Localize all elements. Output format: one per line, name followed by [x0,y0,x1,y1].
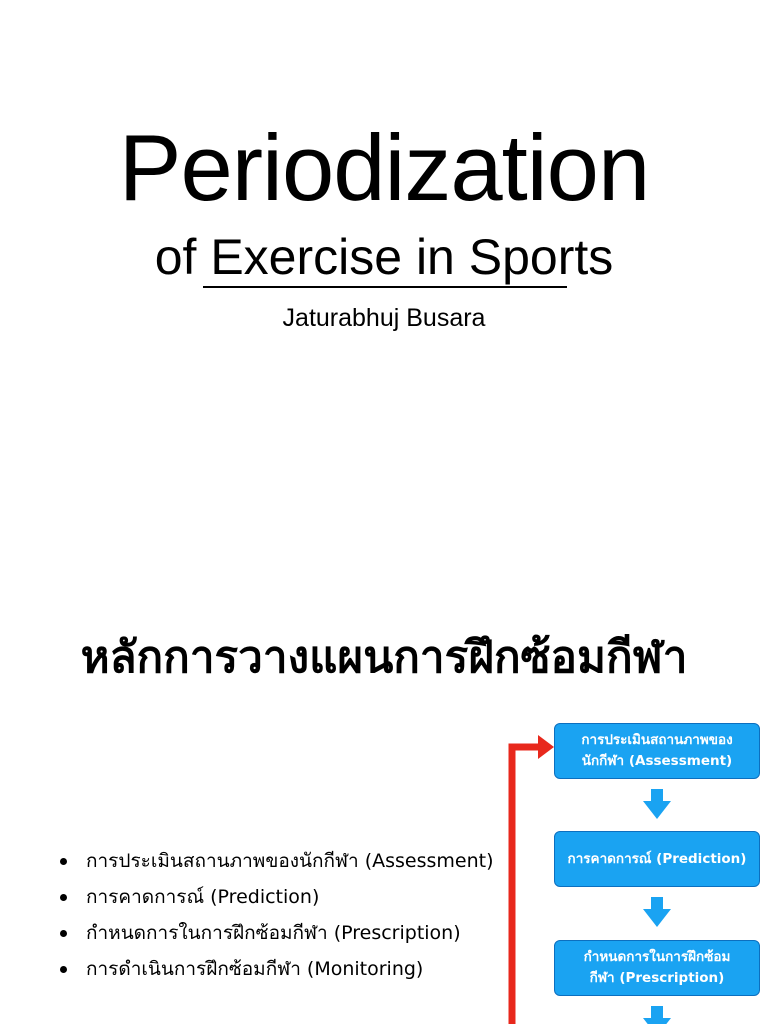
down-arrow-icon [641,789,673,821]
flow-box-line: การคาดการณ์ (Prediction) [567,850,747,867]
bullet-list [58,846,494,990]
slide-heading: หลักการวางแผนการฝึกซ้อมกีฬา [80,632,688,683]
bullet-item [58,918,494,954]
flow-box-line: กำหนดการในการฝึกซ้อม [583,949,731,965]
flow-box-line: กีฬา (Prescription) [589,970,725,986]
bullet-dot-icon [60,930,67,937]
down-arrow-icon [641,897,673,929]
flow-box-line: นักกีฬา (Assessment) [581,753,733,769]
feedback-arrow-icon [500,730,560,1024]
bullet-item [58,846,494,882]
flow-box-prediction [554,831,760,887]
content-slide [0,560,768,1024]
bullet-text: การดำเนินการฝึกซ้อมกีฬา (Monitoring) [86,958,424,980]
flow-box-assessment [554,723,760,779]
subtitle-underline [203,286,567,288]
bullet-dot-icon [60,858,67,865]
bullet-text: การคาดการณ์ (Prediction) [86,886,320,908]
flow-box-prescription [554,940,760,996]
bullet-item [58,882,494,918]
bullet-text: การประเมินสถานภาพของนักกีฬา (Assessment) [86,850,494,872]
flow-box-line: การประเมินสถานภาพของ [581,732,733,748]
bullet-dot-icon [60,966,67,973]
slide-title: Periodization [118,115,650,220]
slide-subtitle: of Exercise in Sports [154,229,614,285]
author-name: Jaturabhuj Busara [282,304,486,332]
down-arrow-icon [641,1006,673,1024]
bullet-text: กำหนดการในการฝึกซ้อมกีฬา (Prescription) [86,922,461,944]
bullet-dot-icon [60,894,67,901]
bullet-item [58,954,494,990]
